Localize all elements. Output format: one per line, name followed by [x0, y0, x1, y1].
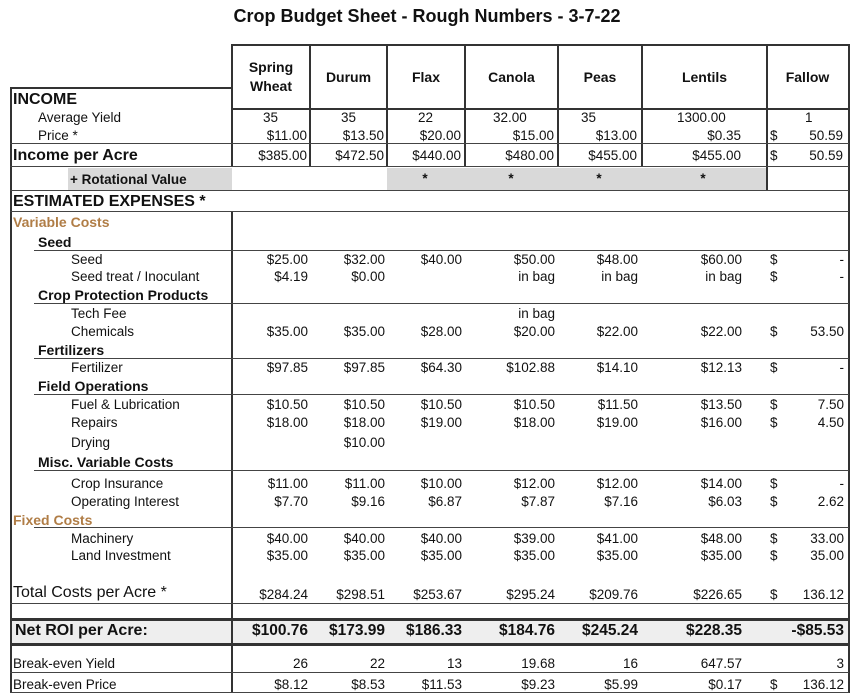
- net-roi-lentils: $228.35: [685, 622, 742, 639]
- machinery-lentils: $48.00: [700, 531, 742, 546]
- land-investment-flax: $35.00: [420, 548, 462, 563]
- column-header-spring-wheat: [232, 46, 310, 108]
- break-even-yield-label: Break-even Yield: [13, 656, 116, 671]
- land-investment-durum: $35.00: [343, 548, 385, 563]
- chemicals-lentils: $22.00: [700, 324, 742, 339]
- fertilizer-fallow-dollar-sign: $: [770, 360, 778, 375]
- fuel-canola: $10.50: [513, 397, 555, 412]
- chemicals-fallow-dollar-sign: $: [770, 324, 778, 339]
- break-even-price-label: Break-even Price: [13, 677, 117, 692]
- yield-flax: 22: [418, 110, 434, 125]
- column-header-line: Spring: [248, 59, 294, 75]
- fuel-durum: $10.50: [343, 397, 385, 412]
- total-costs-flax: $253.67: [413, 587, 462, 602]
- repairs-peas: $19.00: [596, 415, 638, 430]
- column-header-flax: Flax: [411, 68, 440, 85]
- yield-canola: 32.00: [493, 110, 527, 125]
- repairs-label: Repairs: [71, 415, 118, 430]
- break-even-yield-durum: 22: [369, 656, 385, 671]
- repairs-fallow: 4.50: [817, 415, 844, 430]
- chemicals-spring-wheat: $35.00: [266, 324, 308, 339]
- operating-interest-label: Operating Interest: [71, 494, 180, 509]
- break-even-price-fallow-dollar-sign: $: [770, 677, 778, 692]
- total-costs-fallow: 136.12: [802, 587, 844, 602]
- seed-peas: $48.00: [596, 252, 638, 267]
- fertilizer-durum: $97.85: [343, 360, 385, 375]
- land-investment-spring-wheat: $35.00: [266, 548, 308, 563]
- fuel-peas: $11.50: [597, 397, 638, 412]
- machinery-flax: $40.00: [420, 531, 462, 546]
- net-roi-spring-wheat: $100.76: [251, 622, 308, 639]
- yield-durum: 35: [341, 110, 357, 125]
- break-even-yield-lentils: 647.57: [700, 656, 742, 671]
- yield-peas: 35: [581, 110, 597, 125]
- crop-insurance-lentils: $14.00: [700, 476, 742, 491]
- total-costs-lentils: $226.65: [693, 587, 742, 602]
- break-even-price-durum: $8.53: [351, 677, 385, 692]
- fertilizer-flax: $64.30: [420, 360, 462, 375]
- operating-interest-spring-wheat: $7.70: [274, 494, 308, 509]
- seed-fallow-dollar-sign: $: [770, 252, 778, 267]
- column-header-lentils: Lentils: [681, 68, 728, 85]
- crop-insurance-fallow-dollar-sign: $: [770, 476, 778, 491]
- fuel-label: Fuel & Lubrication: [71, 397, 180, 412]
- repairs-fallow-dollar-sign: $: [770, 415, 778, 430]
- operating-interest-peas: $7.16: [604, 494, 638, 509]
- rotational-value-mark-canola: *: [508, 171, 514, 186]
- chemicals-peas: $22.00: [596, 324, 638, 339]
- chemicals-label: Chemicals: [71, 324, 135, 339]
- fuel-flax: $10.50: [420, 397, 462, 412]
- total-costs-canola: $295.24: [506, 587, 555, 602]
- repairs-durum: $18.00: [343, 415, 385, 430]
- price-label: Price *: [38, 128, 78, 143]
- yield-fallow: 1: [805, 110, 813, 125]
- yield-lentils: 1300.00: [677, 110, 726, 125]
- operating-interest-durum: $9.16: [351, 494, 385, 509]
- income-heading: INCOME: [13, 91, 77, 108]
- page-title: Crop Budget Sheet - Rough Numbers - 3-7-22: [233, 6, 621, 26]
- column-header-fallow: Fallow: [785, 68, 830, 85]
- seed-treat-durum: $0.00: [351, 269, 385, 284]
- field-operations-heading: Field Operations: [38, 378, 149, 394]
- seed-label: Seed: [71, 252, 103, 267]
- land-investment-lentils: $35.00: [700, 548, 742, 563]
- break-even-yield-peas: 16: [622, 656, 638, 671]
- row-border: [10, 211, 849, 212]
- machinery-label: Machinery: [71, 531, 134, 546]
- crop-insurance-peas: $12.00: [596, 476, 638, 491]
- break-even-yield-fallow: 3: [836, 656, 844, 671]
- land-investment-label: Land Investment: [71, 548, 171, 563]
- misc-variable-heading: Misc. Variable Costs: [38, 454, 174, 470]
- seed-treat-fallow-dollar-sign: $: [770, 269, 778, 284]
- operating-interest-flax: $6.87: [428, 494, 462, 509]
- price-flax: $20.00: [419, 128, 461, 143]
- row-border: [10, 190, 849, 191]
- repairs-spring-wheat: $18.00: [266, 415, 308, 430]
- land-investment-canola: $35.00: [513, 548, 555, 563]
- chemicals-canola: $20.00: [513, 324, 555, 339]
- machinery-fallow: 33.00: [810, 531, 844, 546]
- income-per-acre-durum: $472.50: [335, 148, 384, 163]
- seed-treat-label: Seed treat / Inoculant: [71, 269, 200, 284]
- crop-insurance-label: Crop Insurance: [71, 476, 164, 491]
- price-fallow-dollar-sign: $: [770, 128, 778, 143]
- break-even-price-flax: $11.53: [421, 677, 462, 692]
- seed-treat-spring-wheat: $4.19: [274, 269, 308, 284]
- seed-group-heading: Seed: [38, 234, 72, 250]
- land-investment-peas: $35.00: [596, 548, 638, 563]
- machinery-fallow-dollar-sign: $: [770, 531, 778, 546]
- income-per-acre-fallow: 50.59: [809, 148, 843, 163]
- seed-treat-canola: in bag: [518, 269, 555, 284]
- income-per-acre-flax: $440.00: [412, 148, 461, 163]
- variable-costs-heading: Variable Costs: [13, 214, 110, 230]
- price-spring-wheat: $11.00: [266, 128, 307, 143]
- price-peas: $13.00: [595, 128, 637, 143]
- machinery-canola: $39.00: [513, 531, 555, 546]
- column-header-canola: Canola: [488, 68, 535, 85]
- seed-treat-peas: in bag: [601, 269, 638, 284]
- seed-treat-lentils: in bag: [705, 269, 742, 284]
- fertilizer-peas: $14.10: [596, 360, 638, 375]
- crop-insurance-canola: $12.00: [513, 476, 555, 491]
- rotational-value-mark-lentils: *: [700, 171, 706, 186]
- price-canola: $15.00: [512, 128, 554, 143]
- net-roi-canola: $184.76: [498, 622, 555, 639]
- chemicals-fallow: 53.50: [810, 324, 844, 339]
- machinery-spring-wheat: $40.00: [266, 531, 308, 546]
- row-border: [10, 166, 849, 167]
- operating-interest-fallow: 2.62: [817, 494, 844, 509]
- break-even-price-spring-wheat: $8.12: [274, 677, 308, 692]
- repairs-canola: $18.00: [513, 415, 555, 430]
- chemicals-flax: $28.00: [420, 324, 462, 339]
- rotational-value-label: + Rotational Value: [70, 172, 187, 187]
- yield-spring-wheat: 35: [263, 110, 279, 125]
- fuel-fallow-dollar-sign: $: [770, 397, 778, 412]
- fertilizer-lentils: $12.13: [700, 360, 742, 375]
- row-border: [34, 394, 849, 395]
- operating-interest-lentils: $6.03: [708, 494, 742, 509]
- total-costs-peas: $209.76: [589, 587, 638, 602]
- net-roi-durum: $173.99: [328, 622, 385, 639]
- column-header-durum: Durum: [325, 68, 372, 85]
- seed-lentils: $60.00: [700, 252, 742, 267]
- tech-fee-canola: in bag: [518, 306, 555, 321]
- net-roi-flax: $186.33: [405, 622, 462, 639]
- price-fallow: 50.59: [809, 128, 843, 143]
- land-investment-fallow: 35.00: [810, 548, 844, 563]
- column-header-peas: Peas: [583, 68, 617, 85]
- seed-treat-fallow: -: [839, 269, 844, 284]
- land-investment-fallow-dollar-sign: $: [770, 548, 778, 563]
- break-even-price-peas: $5.99: [604, 677, 638, 692]
- break-even-yield-flax: 13: [446, 656, 462, 671]
- machinery-durum: $40.00: [343, 531, 385, 546]
- operating-interest-fallow-dollar-sign: $: [770, 494, 778, 509]
- total-costs-durum: $298.51: [336, 587, 385, 602]
- seed-canola: $50.00: [513, 252, 555, 267]
- break-even-yield-spring-wheat: 26: [292, 656, 308, 671]
- fertilizer-fallow: -: [839, 360, 844, 375]
- net-roi-label: Net ROI per Acre:: [15, 622, 148, 639]
- income-per-acre-label: Income per Acre: [13, 147, 138, 164]
- chemicals-durum: $35.00: [343, 324, 385, 339]
- income-per-acre-canola: $480.00: [505, 148, 554, 163]
- rotational-value-mark-flax: *: [422, 171, 428, 186]
- header-bottom-border: [232, 108, 849, 110]
- price-lentils: $0.35: [707, 128, 741, 143]
- crop-insurance-durum: $11.00: [344, 476, 385, 491]
- income-per-acre-lentils: $455.00: [692, 148, 741, 163]
- break-even-price-fallow: 136.12: [802, 677, 844, 692]
- break-even-price-canola: $9.23: [521, 677, 555, 692]
- income-per-acre-fallow-dollar-sign: $: [770, 148, 778, 163]
- table-right-border: [848, 44, 850, 693]
- income-per-acre-spring-wheat: $385.00: [258, 148, 307, 163]
- total-costs-spring-wheat: $284.24: [259, 587, 308, 602]
- repairs-lentils: $16.00: [700, 415, 742, 430]
- total-costs-label: Total Costs per Acre *: [13, 584, 167, 601]
- fertilizer-spring-wheat: $97.85: [266, 360, 308, 375]
- crop-insurance-fallow: -: [839, 476, 844, 491]
- rotational-value-mark-peas: *: [596, 171, 602, 186]
- break-even-yield-canola: 19.68: [521, 656, 555, 671]
- machinery-peas: $41.00: [596, 531, 638, 546]
- seed-fallow: -: [839, 252, 844, 267]
- estimated-expenses-heading: ESTIMATED EXPENSES *: [13, 193, 206, 210]
- seed-spring-wheat: $25.00: [266, 252, 308, 267]
- column-header-line: Wheat: [250, 78, 292, 94]
- crop-insurance-flax: $10.00: [420, 476, 462, 491]
- net-roi-fallow: -$85.53: [791, 622, 844, 639]
- average-yield-label: Average Yield: [38, 110, 122, 125]
- crop-protection-heading: Crop Protection Products: [38, 287, 209, 303]
- total-costs-fallow-dollar-sign: $: [770, 587, 778, 602]
- repairs-flax: $19.00: [420, 415, 462, 430]
- drying-durum: $10.00: [343, 435, 385, 450]
- operating-interest-canola: $7.87: [521, 494, 555, 509]
- crop-insurance-spring-wheat: $11.00: [267, 476, 308, 491]
- tech-fee-label: Tech Fee: [71, 306, 127, 321]
- fertilizers-heading: Fertilizers: [38, 342, 105, 358]
- fixed-costs-heading: Fixed Costs: [13, 512, 93, 528]
- fuel-lentils: $13.50: [700, 397, 742, 412]
- fuel-fallow: 7.50: [817, 397, 844, 412]
- roi-top-border: [10, 618, 850, 621]
- break-even-price-lentils: $0.17: [708, 677, 742, 692]
- fuel-spring-wheat: $10.50: [266, 397, 308, 412]
- income-per-acre-peas: $455.00: [588, 148, 637, 163]
- drying-label: Drying: [71, 435, 111, 450]
- net-roi-peas: $245.24: [581, 622, 638, 639]
- fertilizer-canola: $102.88: [506, 360, 555, 375]
- roi-bottom-border: [10, 643, 850, 646]
- fertilizer-label: Fertilizer: [71, 360, 123, 375]
- price-durum: $13.50: [342, 128, 384, 143]
- seed-flax: $40.00: [420, 252, 462, 267]
- row-border: [34, 527, 849, 528]
- income-top-border: [10, 87, 233, 89]
- seed-durum: $32.00: [343, 252, 385, 267]
